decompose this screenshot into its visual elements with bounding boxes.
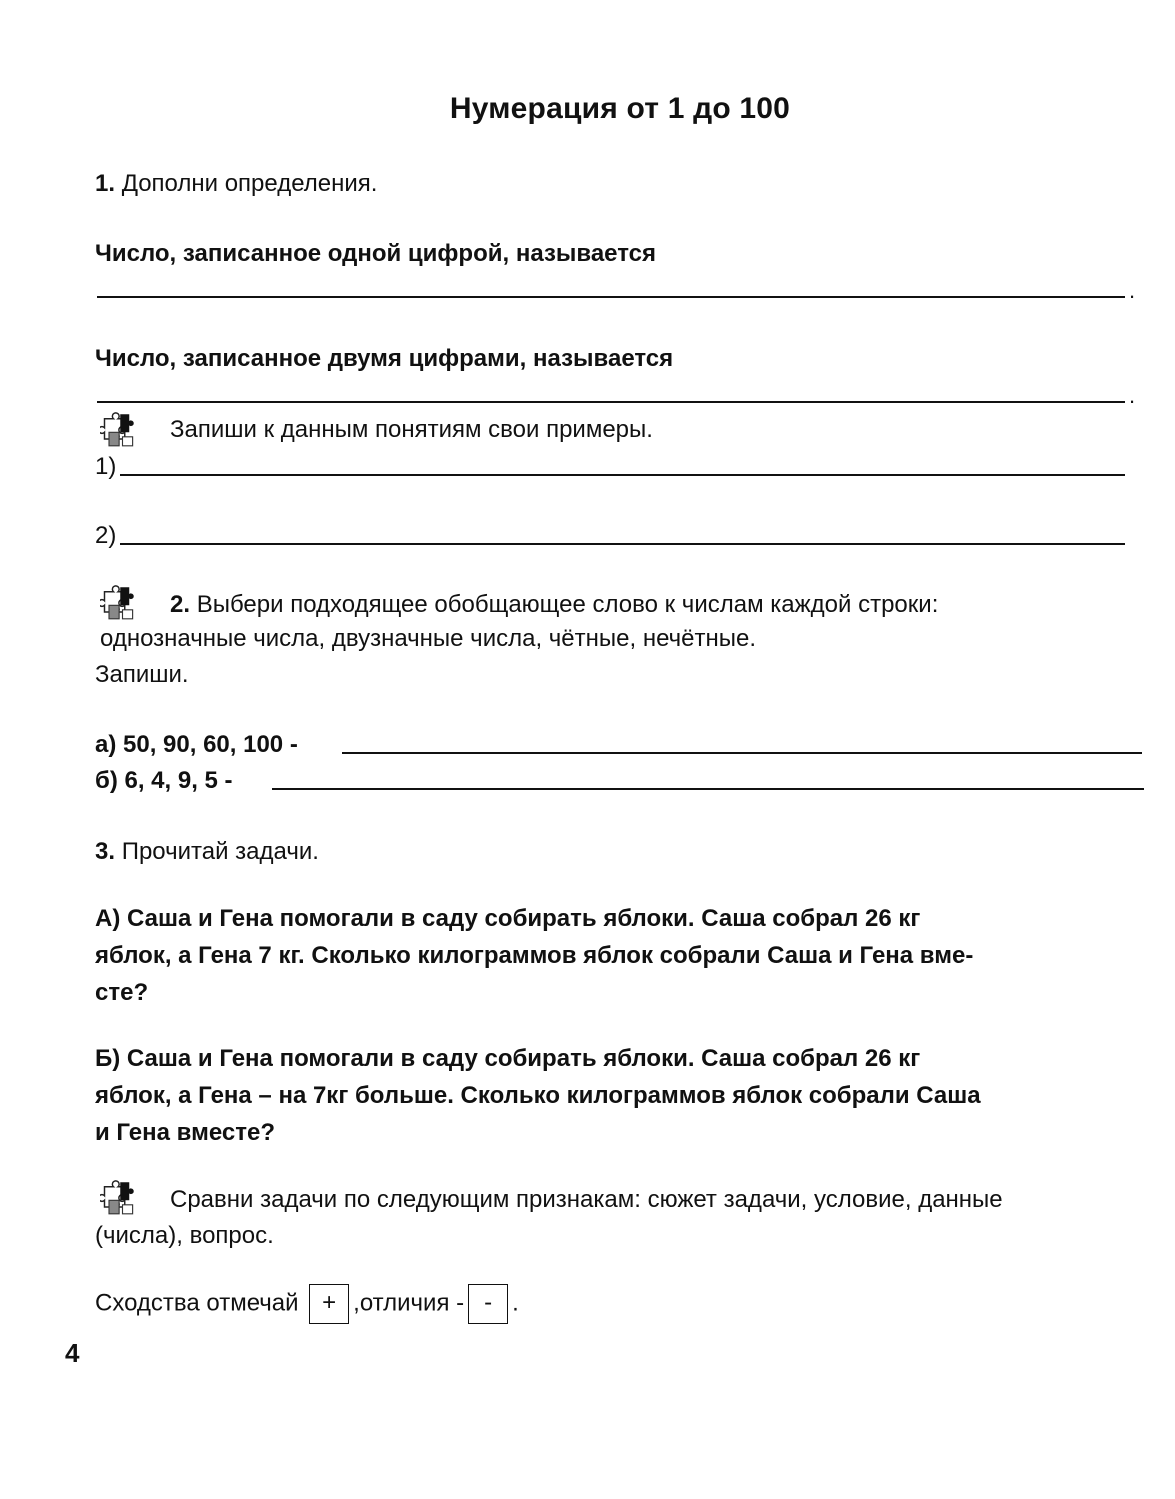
page-number: 4 [65, 1338, 80, 1368]
marks-end: . [512, 1289, 519, 1317]
puzzle-icon [100, 1180, 136, 1216]
definition-1-text: Число, записанное одной цифрой, называется [95, 240, 656, 267]
task2-instruction: Выбери подходящее обобщающее слово к числам каждой строки: [196, 591, 939, 618]
answer-line-row-a[interactable] [342, 752, 1142, 754]
puzzle-icon [100, 412, 136, 448]
problem-a-line: сте? [95, 979, 149, 1006]
puzzle-icon [100, 585, 136, 621]
period: . [1129, 278, 1136, 303]
definition-2-text: Число, записанное двумя цифрами, называется [95, 345, 674, 372]
task1-heading [95, 170, 377, 198]
answer-line-example-1[interactable] [120, 474, 1125, 476]
task2-write: Запиши. [95, 661, 189, 688]
marks-prefix: Сходства отмечай [95, 1289, 299, 1317]
task2-options: однозначные числа, двузначные числа, чётные, нечётные. [100, 625, 756, 652]
task3-heading [95, 838, 319, 866]
task1-number: 1. [95, 170, 116, 197]
compare-instruction-line1: Сравни задачи по следующим признакам: сюжет задачи, условие, данные [170, 1186, 1003, 1213]
task2-row-a: а) 50, 90, 60, 100 - [95, 731, 298, 758]
problem-b-line: и Гена вместе? [95, 1119, 275, 1146]
marks-legend [95, 1284, 519, 1324]
period: . [1129, 383, 1136, 408]
problem-a [95, 900, 1145, 1011]
problem-b-line: яблок, а Гена – на 7кг больше. Сколько килограммов яблок собрали Саша [95, 1082, 981, 1109]
answer-line-row-b[interactable] [272, 788, 1144, 790]
answer-line-example-2[interactable] [120, 543, 1125, 545]
problem-b-line: Б) Саша и Гена помогали в саду собирать яблоки. Саша собрал 26 кг [95, 1045, 921, 1072]
marks-middle: ,отличия - [353, 1289, 465, 1317]
examples-instruction: Запиши к данным понятиям свои примеры. [170, 416, 653, 443]
task2-heading [170, 591, 938, 619]
answer-line-definition-2[interactable] [97, 401, 1125, 403]
answer-line-definition-1[interactable] [97, 296, 1125, 298]
plus-box: + [309, 1284, 349, 1324]
problem-a-line: А) Саша и Гена помогали в саду собирать яблоки. Саша собрал 26 кг [95, 905, 921, 932]
minus-box: - [468, 1284, 508, 1324]
problem-a-line: яблок, а Гена 7 кг. Сколько килограммов яблок собрали Саша и Гена вме- [95, 942, 974, 969]
problem-b [95, 1040, 1145, 1151]
compare-instruction-line2: (числа), вопрос. [95, 1222, 274, 1249]
task2-number: 2. [170, 591, 191, 618]
task3-number: 3. [95, 838, 116, 865]
task3-instruction: Прочитай задачи. [121, 838, 319, 865]
task2-row-b: б) 6, 4, 9, 5 - [95, 767, 233, 794]
page-title: Нумерация от 1 до 100 [449, 92, 791, 125]
example-2-label: 2) [95, 522, 117, 549]
example-1-label: 1) [95, 453, 117, 480]
task1-instruction: Дополни определения. [121, 170, 378, 197]
